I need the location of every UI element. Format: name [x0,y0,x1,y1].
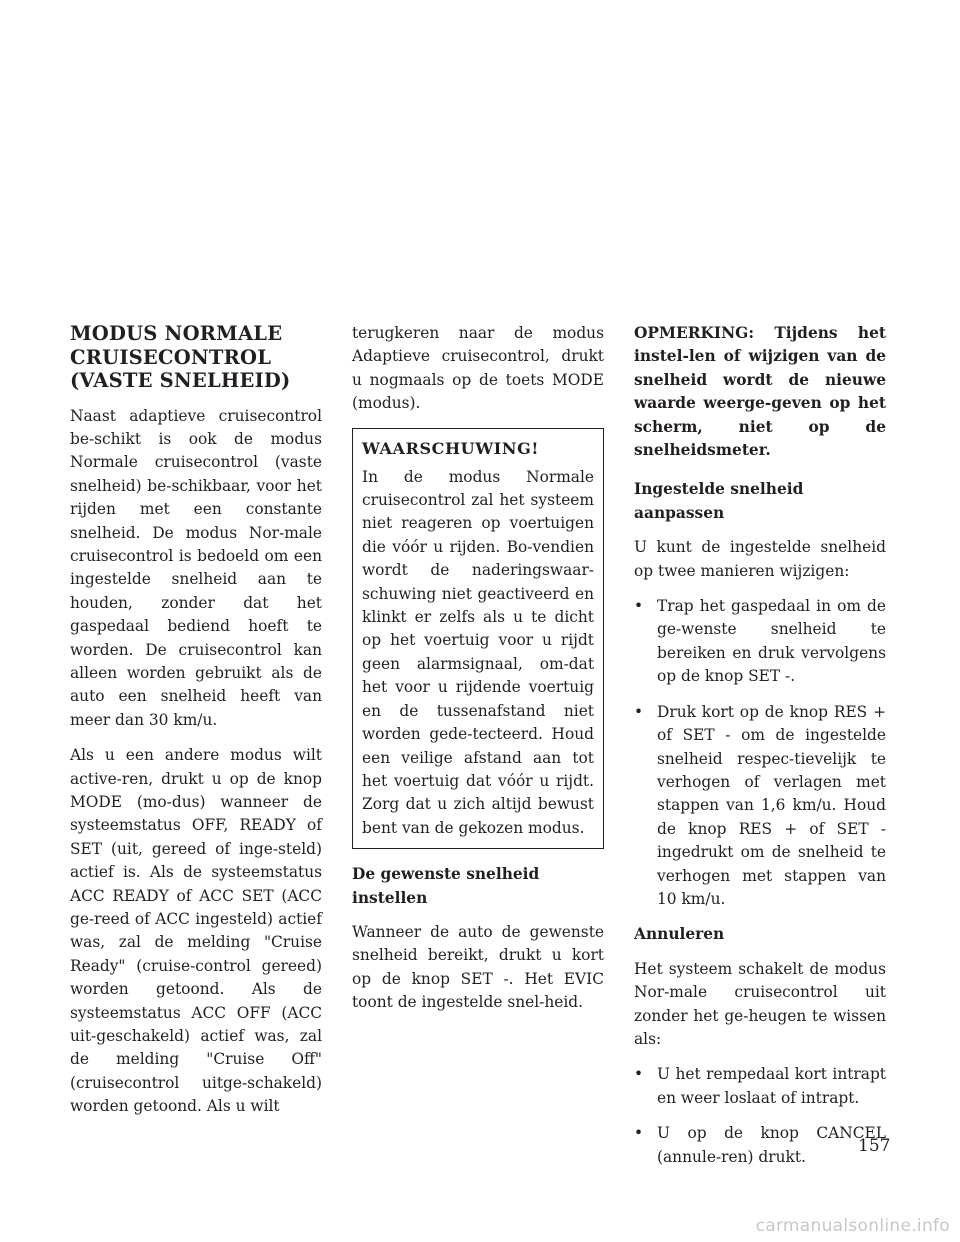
bullet-icon: • [634,597,644,616]
watermark: carmanualsonline.info [755,1216,950,1236]
warning-box [352,428,604,850]
list-item: • Druk kort op de knop RES + of SET - om de ingestelde snelheid respec-tievelijk te verhogen of verlagen met stappen van 1,6 km/u. Houd de knop RES + of SET - ingedrukt om de snelheid te verhogen met stappen van 10 km/u. [634,702,886,908]
list-item: • U op de knop CANCEL (annule-ren) drukt. [634,1124,886,1166]
subheading-cancel: Annuleren [634,925,725,944]
note-paragraph: OPMERKING: Tijdens het instel-len of wijzigen van de snelheid wordt de nieuwe waarde weerge-geven op het scherm, niet op de snelheidsmeter. [634,324,886,460]
subheading-adjust-speed: Ingestelde snelheid aanpassen [634,480,804,522]
warning-text: In de modus Normale cruisecontrol zal het systeem niet reageren op voertuigen die vóór u rijden. Bo-vendien wordt de naderingswaar-schuwing niet geactiveerd en klinkt er zelfs als u te dicht op het voertuig voor u rijdt geen alarmsignaal, om-dat het voor u rijdende voertuig en de tussenafstand niet worden gede-tecteerd. Houd een veilige afstand aan tot het voertuig dat vóór u rijdt. Zorg dat u zich altijd bewust bent van de gekozen modus. [362,467,594,837]
paragraph-adjust-intro: U kunt de ingestelde snelheid op twee manieren wijzigen: [634,538,886,580]
section-heading: MODUS NORMALE CRUISECONTROL (VASTE SNELHEID) [70,322,291,392]
paragraph-intro: Naast adaptieve cruisecontrol be-schikt is ook de modus Normale cruisecontrol (vaste snelheid) be-schikbaar, voor het rijden met een constante snelheid. De modus Nor-male cruisecontrol is bedoeld om een ingestelde snelheid aan te houden, zonder dat het gaspedaal bediend hoeft te worden. De cruisecontrol kan alleen worden gebruikt als de auto een snelheid heeft van meer dan 30 km/u. [70,406,322,729]
bullet-icon: • [634,1124,644,1143]
bullet-icon: • [634,702,644,721]
bullet-icon: • [634,1065,644,1084]
column-middle [352,322,604,1027]
paragraph-mode-switch: Als u een andere modus wilt active-ren, drukt u op de knop MODE (mo-dus) wanneer de systeemstatus OFF, READY of SET (uit, gereed of inge-steld) actief is. Als de systeemstatus ACC READY of ACC SET (ACC ge-reed of ACC ingesteld) actief was, zal de melding "Cruise Ready" (cruise-control gereed) worden getoond. Als de systeemstatus ACC OFF (ACC uit-geschakeld) actief was, zal de melding "Cruise Off" (cruisecontrol uitge-schakeld) worden getoond. Als u wilt [70,746,322,1116]
paragraph-cancel-intro: Het systeem schakelt de modus Nor-male cruisecontrol uit zonder het ge-heugen te wissen als: [634,959,886,1048]
adjust-list [634,595,886,911]
list-item: • Trap het gaspedaal in om de ge-wenste snelheid te bereiken en druk vervolgens op de knop SET -. [634,597,886,686]
subheading-set-speed: De gewenste snelheid instellen [352,865,540,907]
page-number: 157 [858,1136,891,1156]
list-item: • U het rempedaal kort intrapt en weer loslaat of intrapt. [634,1065,886,1107]
paragraph-set-speed: Wanneer de auto de gewenste snelheid bereikt, drukt u kort op de knop SET -. Het EVIC toont de ingestelde snel-heid. [352,922,604,1012]
cancel-list [634,1063,886,1169]
warning-title: WAARSCHUWING! [362,438,539,458]
column-left [70,322,322,1131]
column-right [634,322,886,1181]
paragraph-continued: terugkeren naar de modus Adaptieve cruisecontrol, drukt u nogmaals op de toets MODE (modus). [352,324,604,413]
